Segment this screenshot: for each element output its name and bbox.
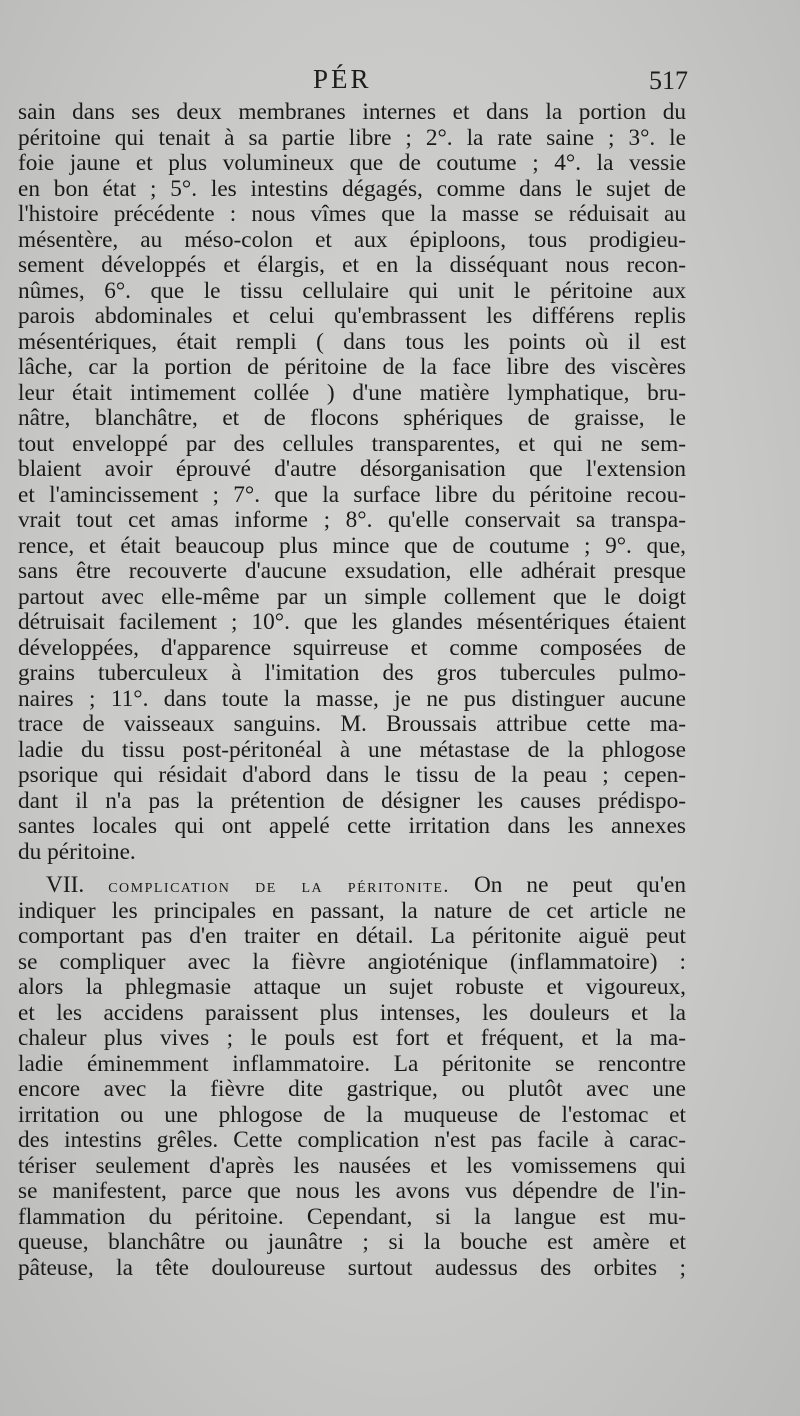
- text-line: des intestins grêles. Cette complication n'est pas facile à carac-: [18, 1127, 686, 1153]
- text-line: encore avec la fièvre dite gastrique, ou plutôt avec une: [18, 1076, 686, 1102]
- section-title: complication de la péritonite.: [108, 875, 450, 897]
- text-line: se manifestent, parce que nous les avons vus dépendre de l'in-: [18, 1178, 686, 1204]
- text-line: comportant pas d'en traiter en détail. La péritonite aiguë peut: [18, 923, 686, 949]
- paragraph-1: [18, 100, 686, 865]
- text-line: foie jaune et plus volumineux que de coutume ; 4°. la vessie: [18, 150, 686, 176]
- text-line: l'histoire précédente : nous vîmes que la masse se réduisait au: [18, 201, 686, 227]
- text-line: alors la phlegmasie attaque un sujet robuste et vigoureux,: [18, 974, 686, 1000]
- text-line: queuse, blanchâtre ou jaunâtre ; si la bouche est amère et: [18, 1229, 686, 1255]
- paragraph-2: [18, 873, 686, 1281]
- section-heading-line: [18, 873, 686, 899]
- text-line: péritoine qui tenait à sa partie libre ; 2°. la rate saine ; 3°. le: [18, 124, 686, 151]
- text-line: nâtre, blanchâtre, et de flocons sphériques de graisse, le: [18, 405, 686, 431]
- text-line: détruisait facilement ; 10°. que les glandes mésentériques étaient: [18, 609, 686, 635]
- running-head: [0, 60, 800, 100]
- text-line: sement développés et élargis, et en la disséquant nous recon-: [18, 252, 686, 278]
- paragraph-2-opening: On ne peut qu'en: [473, 872, 687, 898]
- text-line: nûmes, 6°. que le tissu cellulaire qui unit le péritoine aux: [18, 277, 686, 304]
- text-line: et l'amincissement ; 7°. que la surface libre du péritoine recou-: [18, 481, 686, 508]
- running-head-title: PÉR: [313, 64, 372, 94]
- text-line: et les accidens paraissent plus intenses, les douleurs et la: [18, 999, 686, 1026]
- text-line: tout enveloppé par des cellules transparentes, et qui ne sem-: [18, 430, 686, 457]
- text-line: leur était intimement collée ) d'une matière lymphatique, bru-: [18, 379, 686, 406]
- text-line: pâteuse, la tête douloureuse surtout audessus des orbites ;: [18, 1254, 686, 1281]
- text-line: parois abdominales et celui qu'embrassent les différens replis: [18, 303, 686, 329]
- text-line: flammation du péritoine. Cependant, si la langue est mu-: [18, 1203, 686, 1230]
- text-line: trace de vaisseaux sanguins. M. Broussais attribue cette ma-: [18, 711, 686, 737]
- text-line: mésentère, au méso-colon et aux épiploons, tous prodigieu-: [18, 226, 686, 253]
- text-line: dant il n'a pas la prétention de désigner les causes prédispo-: [18, 787, 686, 814]
- text-line: ladie éminemment inflammatoire. La péritonite se rencontre: [18, 1050, 686, 1077]
- text-line: mésentériques, était rempli ( dans tous les points où il est: [18, 328, 686, 355]
- text-line: grains tuberculeux à l'imitation des gros tubercules pulmo-: [18, 660, 686, 686]
- text-line: blaient avoir éprouvé d'autre désorganisation que l'extension: [18, 456, 686, 482]
- text-line: lâche, car la portion de péritoine de la face libre des viscères: [18, 354, 686, 380]
- page-number: 517: [649, 66, 688, 95]
- text-line: indiquer les principales en passant, la nature de cet article ne: [18, 897, 686, 924]
- text-line: irritation ou une phlogose de la muqueuse de l'estomac et: [18, 1101, 686, 1128]
- text-line: sain dans ses deux membranes internes et dans la portion du: [18, 99, 686, 125]
- text-line: se compliquer avec la fièvre angioténique (inflammatoire) :: [18, 948, 686, 975]
- text-line: vrait tout cet amas informe ; 8°. qu'elle conservait sa transpa-: [18, 507, 686, 533]
- text-line: santes locales qui ont appelé cette irritation dans les annexes: [18, 813, 686, 839]
- text-line: chaleur plus vives ; le pouls est fort et fréquent, et la ma-: [18, 1025, 686, 1051]
- text-line: développées, d'apparence squirreuse et comme composées de: [18, 634, 686, 661]
- text-line: tériser seulement d'après les nausées et les vomissemens qui: [18, 1152, 686, 1179]
- section-number: VII.: [46, 872, 85, 898]
- text-line: rence, et était beaucoup plus mince que de coutume ; 9°. que,: [18, 532, 686, 559]
- text-line: partout avec elle-même par un simple collement que le doigt: [18, 583, 686, 610]
- text-line: psorique qui résidait d'abord dans le tissu de la peau ; cepen-: [18, 762, 686, 788]
- text-line: en bon état ; 5°. les intestins dégagés, comme dans le sujet de: [18, 175, 686, 202]
- text-line: sans être recouverte d'aucune exsudation, elle adhérait presque: [18, 558, 686, 584]
- text-line: naires ; 11°. dans toute la masse, je ne pus distinguer aucune: [18, 685, 686, 712]
- text-line: ladie du tissu post-péritonéal à une métastase de la phlogose: [18, 736, 686, 763]
- text-line: du péritoine.: [18, 838, 136, 865]
- body-text: [18, 100, 686, 1281]
